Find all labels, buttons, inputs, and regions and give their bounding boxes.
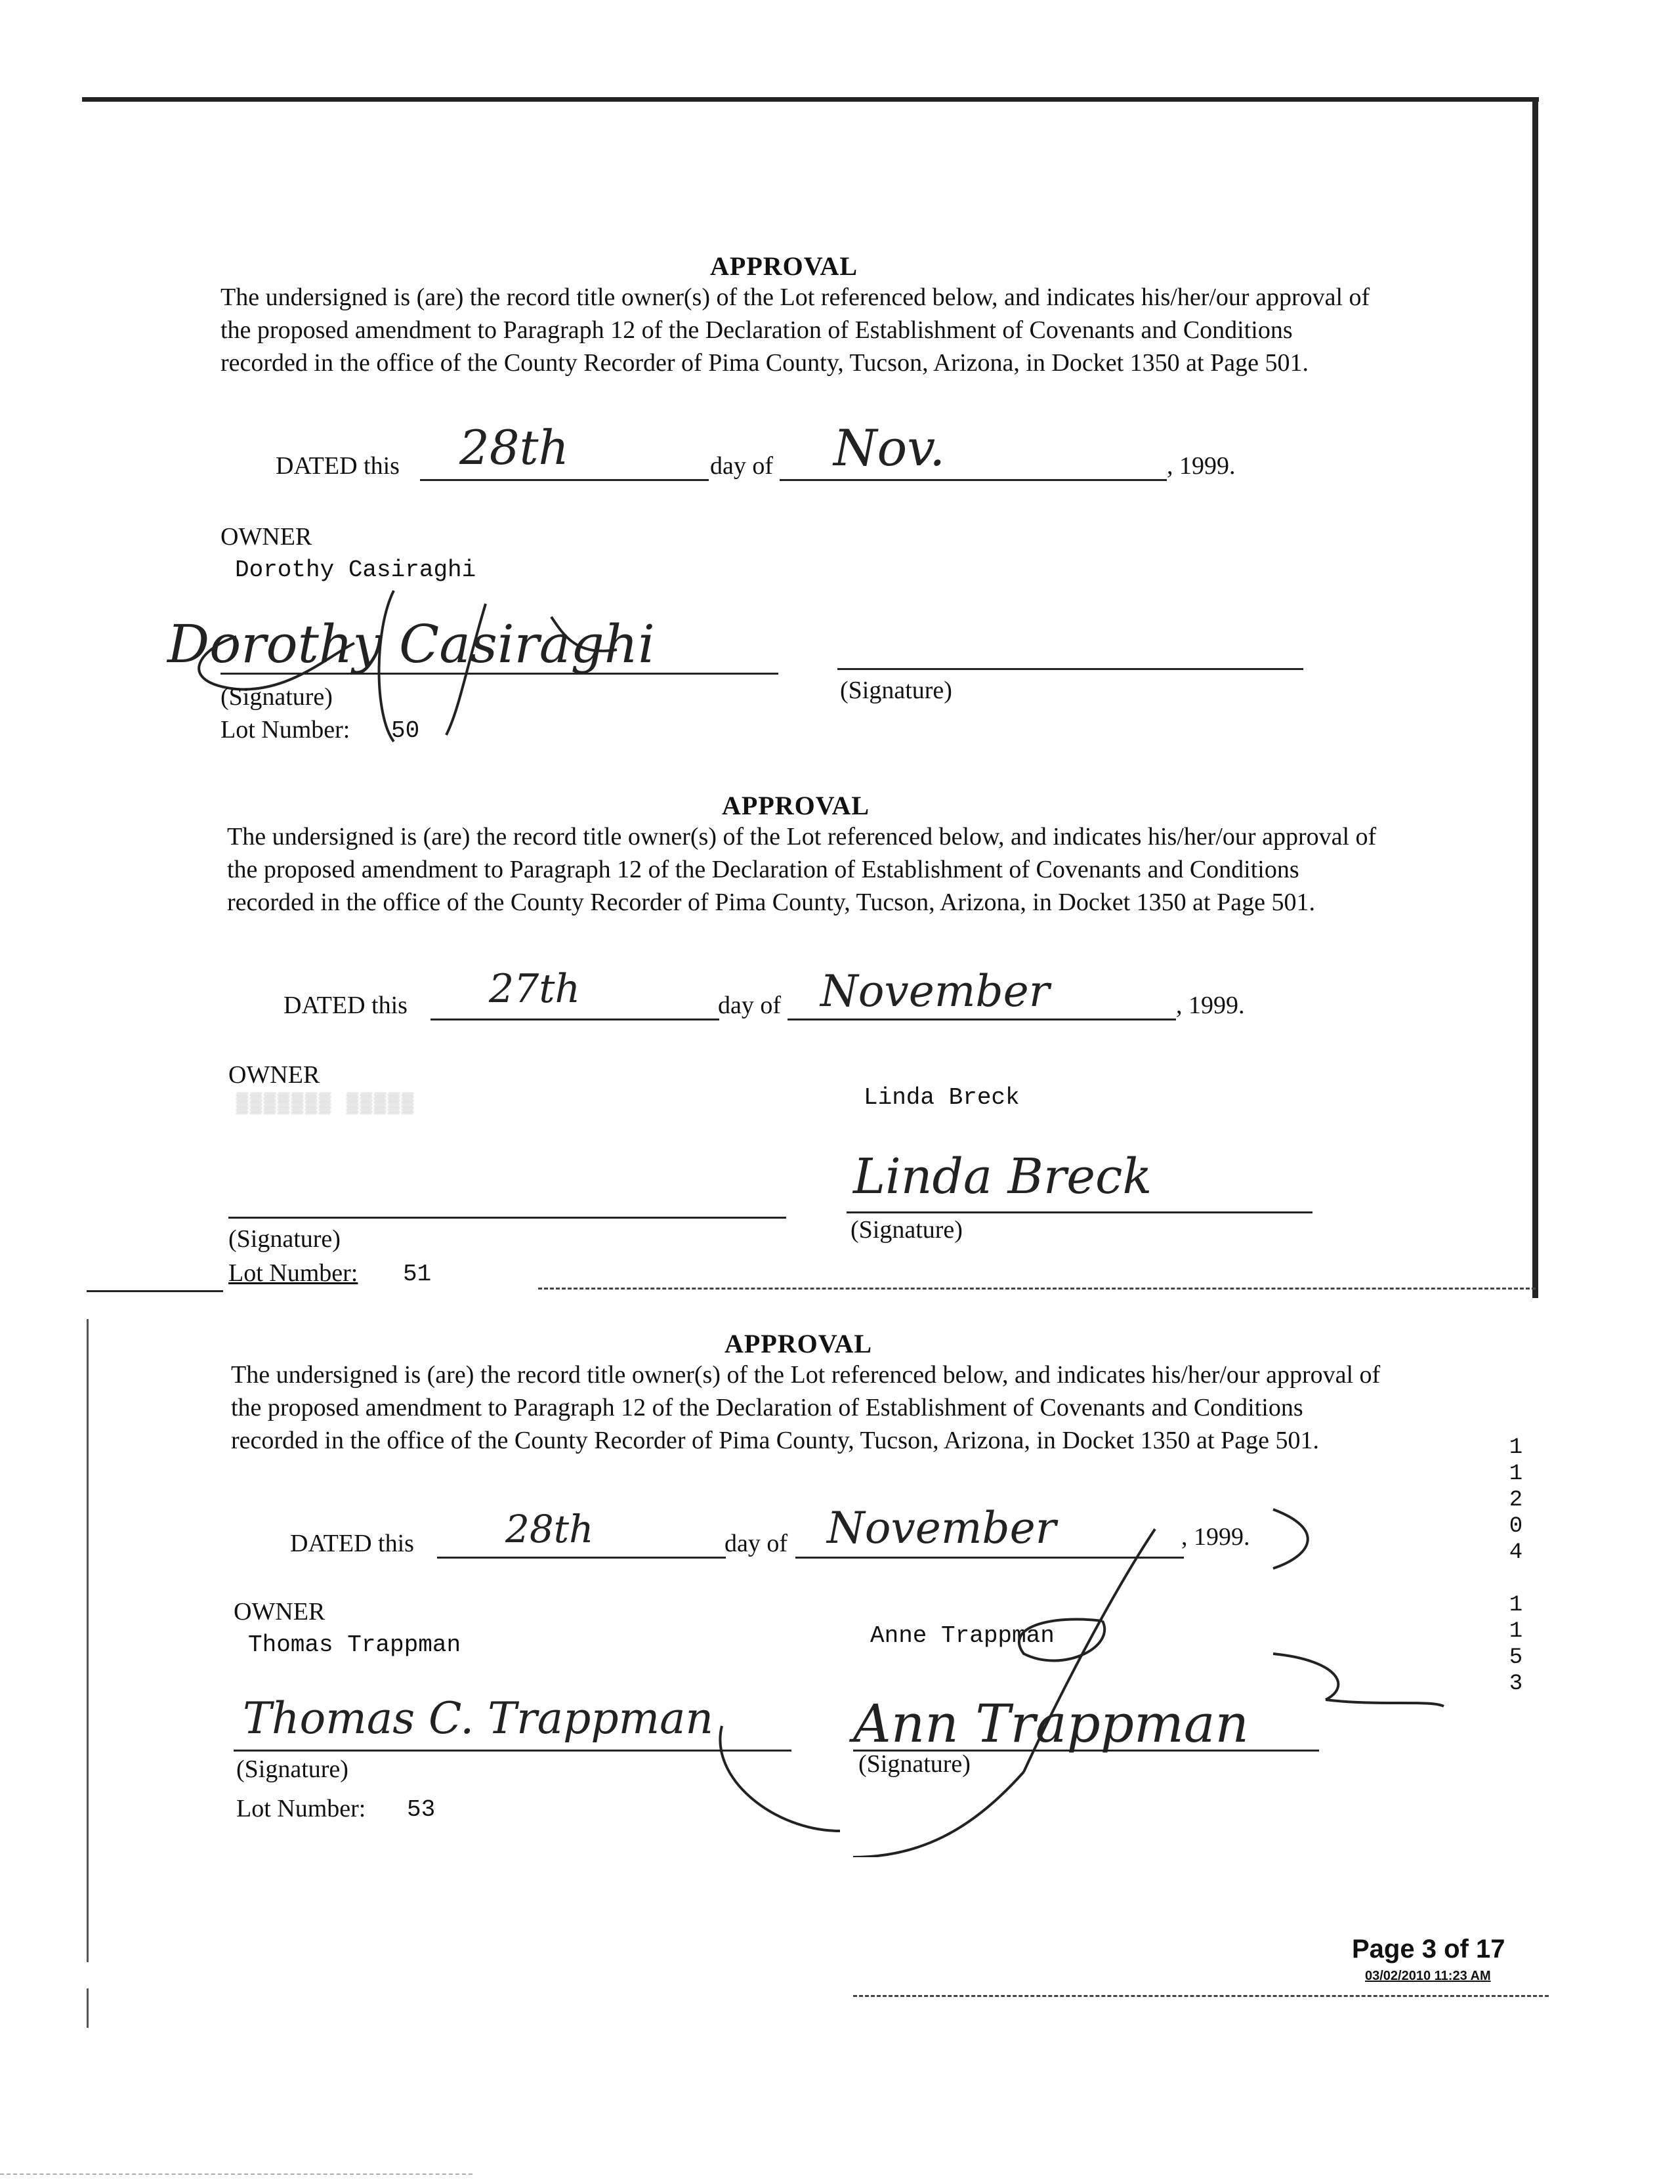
day-of-label: day of: [710, 452, 774, 480]
stamp-digit: 4: [1509, 1540, 1523, 1565]
day-of-label: day of: [724, 1530, 788, 1557]
lot-label: Lot Number:: [228, 1259, 358, 1287]
owner-2-signature: Ann Trappman: [853, 1693, 1250, 1754]
day-line: [420, 479, 709, 481]
month-value: Nov.: [833, 419, 946, 477]
owner-1-name: Dorothy Casiraghi: [235, 556, 476, 583]
stamp-digit: 2: [1509, 1488, 1523, 1513]
lot-label: Lot Number:: [236, 1795, 366, 1822]
section-body: The undersigned is (are) the record title owner(s) of the Lot referenced below, and indicates his/her/our approval of the proposed amendment to Paragraph 12 of the Declaration of Establishment of Covenants and Conditions recorded in the office of the County Recorder of Pima County, Tucson, Arizona, in Docket 1350 at Page 501.: [220, 284, 1370, 377]
signature-flourish-3: [696, 1490, 1483, 1857]
stamp-digit: 1: [1509, 1619, 1523, 1644]
day-line: [437, 1557, 726, 1559]
stamp-digit: 5: [1509, 1645, 1523, 1670]
signature-line-2: [837, 668, 1303, 670]
left-border-tail: [87, 1988, 89, 2028]
month-line: [788, 1018, 1176, 1020]
signature-line-1: [228, 1217, 786, 1219]
section-heading: APPROVAL: [710, 251, 858, 281]
signature-line-1: [234, 1750, 791, 1752]
owner-2-name: Linda Breck: [864, 1084, 1020, 1111]
recorder-stamp: [1503, 1435, 1529, 1697]
stamp-digit: 1: [1509, 1593, 1523, 1618]
owner-1-signature: Dorothy Casiraghi: [167, 614, 655, 675]
month-line: [780, 479, 1167, 481]
section-body: The undersigned is (are) the record title owner(s) of the Lot referenced below, and indicates his/her/our approval of the proposed amendment to Paragraph 12 of the Declaration of Establishment of Covenants and Conditions recorded in the office of the County Recorder of Pima County, Tucson, Arizona, in Docket 1350 at Page 501.: [231, 1361, 1381, 1454]
month-value: November: [827, 1503, 1057, 1553]
owner-label: OWNER: [234, 1598, 326, 1626]
section-divider-dashed: [538, 1288, 1536, 1290]
right-border: [1532, 97, 1538, 1298]
year-label: , 1999.: [1176, 992, 1245, 1019]
stamp-digit: 1: [1509, 1435, 1523, 1460]
page-number: Page 3 of 17: [1352, 1935, 1505, 1964]
day-value: 28th: [459, 420, 569, 475]
stamp-digit: 0: [1509, 1514, 1523, 1539]
owner-2-name: Anne Trappman: [870, 1622, 1055, 1649]
owner-label: OWNER: [228, 1061, 320, 1089]
stamp-digit: 1: [1509, 1461, 1523, 1486]
lot-number: 51: [403, 1261, 432, 1288]
lot-label: Lot Number:: [220, 716, 350, 744]
signature-label-1: (Signature): [236, 1755, 348, 1783]
owner-2-signature: Linda Breck: [853, 1148, 1152, 1205]
section-heading: APPROVAL: [724, 1329, 873, 1358]
dated-label: DATED this: [276, 452, 400, 480]
top-border: [82, 97, 1539, 102]
dated-label: DATED this: [290, 1530, 414, 1557]
signature-line-1: [220, 673, 778, 675]
year-label: , 1999.: [1167, 452, 1236, 480]
footer-dashed-line: [853, 1995, 1549, 1997]
month-value: November: [820, 966, 1050, 1017]
redacted-owner-name: ▒▒▒▒▒▒▒ ▒▒▒▒▒: [236, 1093, 416, 1116]
day-value: 28th: [505, 1507, 594, 1551]
dated-label: DATED this: [284, 992, 408, 1019]
section-heading: APPROVAL: [722, 791, 870, 820]
day-of-label: day of: [718, 992, 782, 1019]
lot-number: 53: [407, 1796, 436, 1823]
signature-label-2: (Signature): [858, 1750, 971, 1778]
section-divider: [87, 1290, 223, 1292]
lot-number: 50: [391, 717, 420, 744]
left-border-lower: [87, 1319, 89, 1962]
signature-label-1: (Signature): [228, 1225, 341, 1253]
stamp-digit: 3: [1509, 1671, 1523, 1696]
day-line: [430, 1018, 719, 1020]
owner-1-signature: Thomas C. Trappman: [243, 1693, 714, 1744]
owner-label: OWNER: [220, 523, 312, 551]
signature-label-1: (Signature): [220, 683, 333, 711]
signature-label-2: (Signature): [850, 1216, 963, 1244]
timestamp: 03/02/2010 11:23 AM: [1365, 1969, 1491, 1983]
bottom-dashed-line: [0, 2174, 472, 2175]
section-body: The undersigned is (are) the record title owner(s) of the Lot referenced below, and indicates his/her/our approval of the proposed amendment to Paragraph 12 of the Declaration of Establishment of Covenants and Conditions recorded in the office of the County Recorder of Pima County, Tucson, Arizona, in Docket 1350 at Page 501.: [227, 823, 1377, 916]
signature-line-2: [847, 1211, 1312, 1213]
signature-label-2: (Signature): [840, 677, 952, 704]
day-value: 27th: [489, 966, 581, 1012]
year-label: , 1999.: [1181, 1523, 1250, 1551]
owner-1-name: Thomas Trappman: [248, 1631, 461, 1658]
